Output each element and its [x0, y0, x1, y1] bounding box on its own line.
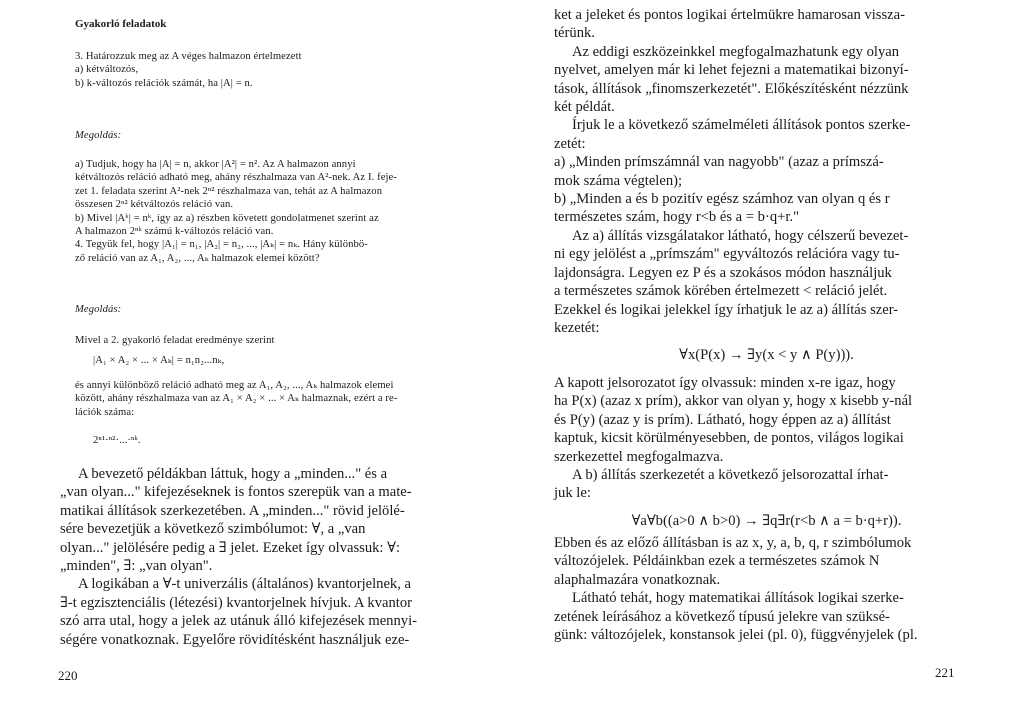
text-line: kétváltozós reláció adható meg, ahány részhalmaza van A²-nek. Az I. feje- [75, 172, 397, 184]
text-line: kezetét: [554, 319, 600, 336]
text-line: juk le: [554, 485, 591, 502]
formula-2: ∀a∀b((a>0 ∧ b>0) → ∃q∃r(r<b ∧ a = b·q+r)). [631, 513, 902, 529]
text-line: természetes szám, hogy r<b és a = b·q+r." [554, 209, 800, 226]
solution-2-body [75, 379, 470, 419]
text-line: zetét: [554, 135, 586, 152]
text-line: zet 1. feladata szerint A²-nek 2ⁿ² részhalmaza van, tehát az A halmazon [75, 185, 383, 197]
exercise-3-title: 3. Határozzuk meg az A véges halmazon értelmezett [75, 51, 302, 62]
text-line: ∃-t egzisztenciális (létezési) kvantorjelnek hívjuk. A kvantor [60, 594, 412, 611]
exercise-3-part-a: a) kétváltozós, [75, 64, 139, 76]
running-header: Gyakorló feladatok [75, 18, 167, 30]
text-line: ket a jeleket és pontos logikai értelmükre hamarosan vissza- [554, 7, 905, 23]
text-line: sére bevezetjük a következő szimbólumot: ∀, a „van [60, 521, 366, 538]
text-line: a természetes számok körében értelmezett < reláció jelét. [554, 283, 888, 300]
exercise-4-line: 4. Tegyük fel, hogy |A₁| = n₁, |A₂| = n₂, ..., |Aₖ| = nₖ. Hány különbö- [75, 239, 368, 251]
text-line: és annyi különböző reláció adható meg az A₁, A₂, ..., Aₖ halmazok elemei [75, 380, 394, 391]
solution-2-result: 2ⁿ¹·ⁿ²·...·ⁿᵏ. [93, 435, 141, 446]
main-text-right-b [554, 374, 979, 503]
text-line: „minden", ∃: „van olyan". [60, 558, 213, 575]
text-line: szó arra utal, hogy a jelek az utánuk álló kifejezések mennyi- [60, 613, 417, 630]
solution-2-label: Megoldás: [75, 304, 122, 315]
formula-1: ∀x(P(x) → ∃y(x < y ∧ P(y))). [679, 347, 854, 363]
main-text-right-c [554, 534, 979, 644]
text-line: A halmazon 2ⁿᵏ számú k-változós reláció van. [75, 226, 274, 238]
text-line: A kapott jelsorozatot így olvassuk: minden x-re igaz, hogy [554, 375, 896, 391]
text-line: „van olyan..." kifejezéseknek is fontos szerepük van a mate- [60, 484, 412, 501]
text-line: két példát. [554, 99, 615, 116]
text-line: változójelek. Példáinkban ezek a természetes számok N [554, 553, 880, 570]
text-line: a) „Minden prímszámnál van nagyobb" (azaz a prímszá- [554, 154, 884, 171]
text-line: szerkezettel megfogalmazva. [554, 448, 724, 465]
text-line: kaptuk, kicsit körülményesebben, de pontos, világos logikai [554, 430, 904, 447]
text-line: Az eddigi eszközeinkkel megfogalmazhatunk egy olyan [572, 43, 900, 60]
text-line: Ezekkel és logikai jelekkel így írhatjuk le az a) állítás szer- [554, 301, 899, 318]
text-line: alaphalmazára vonatkoznak. [554, 571, 721, 588]
page-number-left: 220 [58, 668, 78, 683]
text-line: Ebben és az előző állításban is az x, y, a, b, q, r szimbólumok [554, 535, 912, 551]
right-page [512, 0, 1023, 702]
main-text-left [60, 465, 472, 649]
text-line: térünk. [554, 25, 595, 42]
text-line: mok száma végtelen); [554, 172, 683, 189]
text-line: és P(y) (azaz y is prím). Látható, hogy éppen az a) állítást [554, 411, 891, 428]
text-line: lációk száma: [75, 406, 135, 418]
text-line: lajdonságra. Legyen ez P és a szokásos módon használjuk [554, 264, 892, 281]
text-line: A bevezető példákban láttuk, hogy a „minden..." és a [78, 466, 388, 482]
solution-1-body [75, 158, 470, 265]
exercise-3-part-b: b) k-változós relációk számát, ha |A| = n. [75, 77, 253, 89]
solution-2-intro: Mivel a 2. gyakorló feladat eredménye szerint [75, 335, 275, 346]
text-line: Az a) állítás vizsgálatakor látható, hogy célszerű bevezet- [572, 227, 909, 244]
text-line: Látható tehát, hogy matematikai állítások logikai szerke- [572, 590, 904, 607]
text-line: A logikában a ∀-t univerzális (általános) kvantorjelnek, a [78, 576, 411, 593]
text-line: b) „Minden a és b pozitív egész számhoz van olyan q és r [554, 191, 890, 208]
text-line: között, ahány részhalmaza van az A₁ × A₂ × ... × Aₖ halmaznak, ezért a re- [75, 393, 398, 405]
text-line: ségére vonatkoznak. Egyelőre rövidítésként használjuk eze- [60, 631, 410, 648]
solution-1-label: Megoldás: [75, 130, 122, 141]
text-line: zetének leírásához a következő típusú jelekre van szüksé- [554, 608, 890, 625]
text-line: ni egy jelölést a „prímszám" egyváltozós relációra vagy tu- [554, 246, 900, 263]
text-line: matikai állítások szerkezetében. A „minden..." rövid jelölé- [60, 502, 405, 519]
main-text-right-a [554, 6, 979, 337]
text-line: olyan..." jelölésére pedig a ∃ jelet. Ezeket így olvassuk: ∀: [60, 539, 400, 556]
text-line: ha P(x) (azaz x prím), akkor van olyan y, hogy x kisebb y-nál [554, 393, 913, 410]
text-line: tások, állítások „finomszerkezetét". Előkészítésként nézzünk [554, 80, 909, 97]
text-line: b) Mivel |Aᵏ| = nᵏ, így az a) részben követett gondolatmenet szerint az [75, 212, 379, 224]
exercise-3 [75, 50, 465, 90]
text-line: günk: változójelek, konstansok jelei (pl. 0), függvényjelek (pl. [554, 627, 918, 644]
page-number-right: 221 [935, 665, 955, 680]
text-line: Írjuk le a következő számelméleti állítások pontos szerke- [572, 117, 911, 134]
solution-2-formula: |A₁ × A₂ × ... × Aₖ| = n₁n₂...nₖ, [93, 355, 225, 366]
text-line: nyelvet, amelyen már ki lehet fejezni a matematikai bizonyí- [554, 62, 909, 79]
text-line: a) Tudjuk, hogy ha |A| = n, akkor |A²| = n². Az A halmazon annyi [75, 159, 356, 170]
text-line: összesen 2ⁿ² kétváltozós reláció van. [75, 199, 234, 211]
text-line: A b) állítás szerkezetét a következő jelsorozattal írhat- [572, 467, 889, 484]
exercise-4-line: ző reláció van az A₁, A₂, ..., Aₖ halmazok elemei között? [75, 252, 320, 264]
